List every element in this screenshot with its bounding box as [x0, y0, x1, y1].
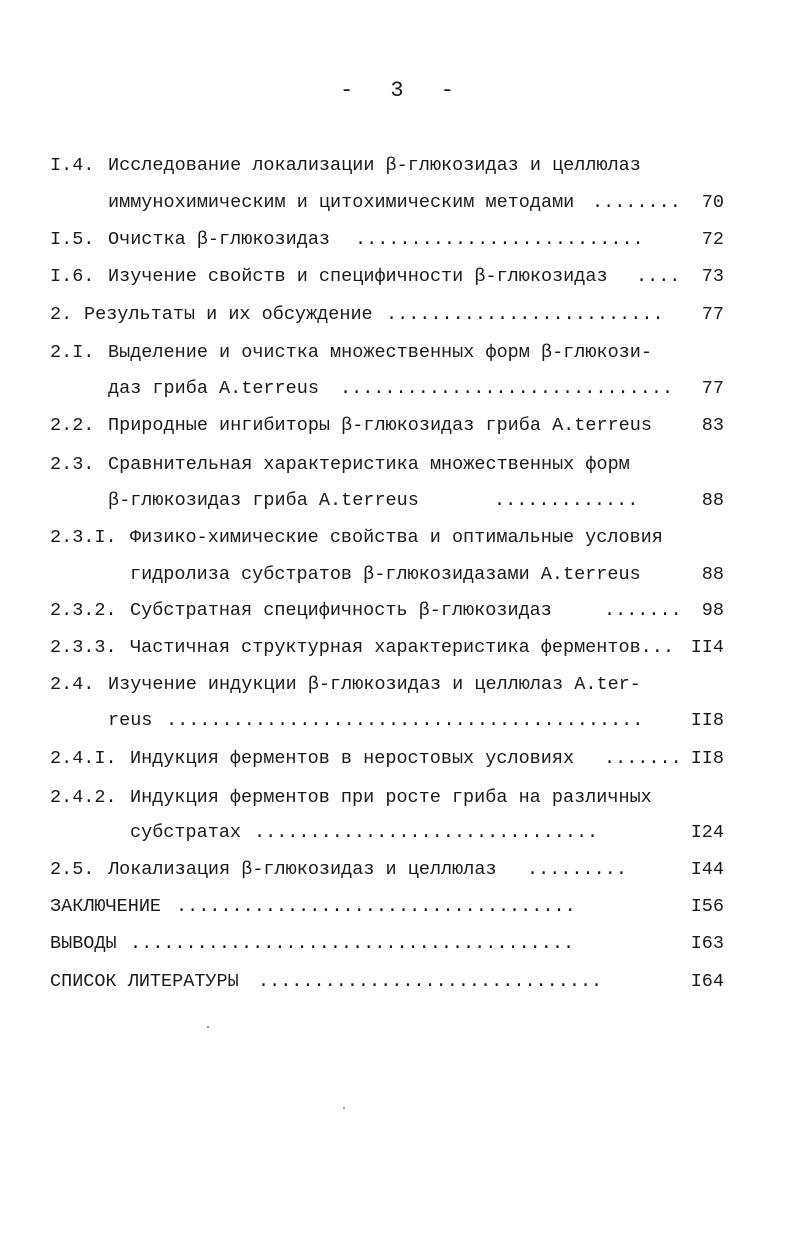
- toc-entry-title: Частичная структурная характеристика ферментов...: [130, 637, 674, 658]
- toc-entry-number: 2.2.: [50, 415, 95, 436]
- toc-entry-findings[interactable]: [0, 929, 794, 959]
- toc-page-number: 83: [701, 415, 724, 436]
- toc-entry-title: иммунохимическим и цитохимическим методами: [108, 192, 575, 213]
- page-number-dash-right: -: [440, 78, 454, 103]
- toc-entry-title: ЗАКЛЮЧЕНИЕ: [50, 896, 162, 917]
- toc-entry-title: Результаты и их обсуждение: [84, 304, 373, 325]
- toc-entry-2-5[interactable]: [0, 855, 794, 885]
- toc-entry-title: Индукция ферментов при росте гриба на различных: [130, 787, 652, 808]
- toc-page-number: 98: [701, 600, 724, 621]
- toc-entry-1-4[interactable]: [0, 151, 794, 181]
- toc-entry-2-3-1[interactable]: [0, 523, 794, 553]
- toc-leader-dots: ...............................: [254, 822, 599, 843]
- toc-entry-2-4-1[interactable]: [0, 744, 794, 774]
- toc-page-number: I24: [690, 822, 724, 843]
- toc-entry-title: Природные ингибиторы β-глюкозидаз гриба A.terreus: [108, 415, 652, 436]
- toc-page-number: II8: [690, 710, 724, 731]
- toc-entry-2-4-2[interactable]: [0, 783, 794, 813]
- page-number: 3: [390, 78, 404, 103]
- toc-entry-title: гидролиза субстратов β-глюкозидазами A.terreus: [130, 564, 641, 585]
- toc-entry-number: I.6.: [50, 266, 95, 287]
- toc-leader-dots: ..............................: [340, 378, 674, 399]
- toc-entry-number: 2.3.2.: [50, 600, 117, 621]
- toc-entry-title: Исследование локализации β-глюкозидаз и целлюлаз: [108, 155, 641, 176]
- toc-entry-number: 2.4.: [50, 674, 95, 695]
- toc-entry-number: 2.3.3.: [50, 637, 117, 658]
- toc-leader-dots: .......: [604, 600, 682, 621]
- toc-entry-title: СПИСОК ЛИТЕРАТУРЫ: [50, 971, 239, 992]
- toc-entry-title: ВЫВОДЫ: [50, 933, 117, 954]
- toc-entry-2-3-3[interactable]: [0, 633, 794, 663]
- toc-entry-title: Изучение индукции β-глюкозидаз и целлюлаз A.ter-: [108, 674, 641, 695]
- toc-entry-conclusion[interactable]: [0, 892, 794, 922]
- toc-entry-2-1[interactable]: [0, 338, 794, 368]
- toc-page-number: I63: [690, 933, 724, 954]
- toc-entry-title: β-глюкозидаз гриба A.terreus: [108, 490, 419, 511]
- toc-leader-dots: ........: [592, 192, 681, 213]
- toc-leader-dots: ....: [636, 266, 681, 287]
- toc-leader-dots: .........: [527, 859, 627, 880]
- toc-entry-2-3-continued[interactable]: [0, 486, 794, 516]
- toc-leader-dots: ...........................................: [166, 710, 644, 731]
- toc-entry-number: 2.I.: [50, 342, 95, 363]
- toc-entry-references[interactable]: [0, 967, 794, 997]
- toc-entry-2-3-1-continued[interactable]: [0, 560, 794, 590]
- toc-page-number: 72: [701, 229, 724, 250]
- page-number-dash-left: -: [339, 78, 354, 103]
- toc-entry-title: Физико-химические свойства и оптимальные условия: [130, 527, 663, 548]
- toc-entry-2-2[interactable]: [0, 411, 794, 441]
- toc-entry-title: субстратах: [130, 822, 242, 843]
- toc-entry-title: Индукция ферментов в неростовых условиях: [130, 748, 575, 769]
- toc-entry-2-4-2-continued[interactable]: [0, 818, 794, 848]
- toc-entry-number: I.5.: [50, 229, 95, 250]
- toc-entry-number: 2.: [50, 304, 73, 325]
- toc-entry-title: Выделение и очистка множественных форм β-глюкози-: [108, 342, 652, 363]
- toc-leader-dots: ....................................: [176, 896, 576, 917]
- toc-page-number: II8: [690, 748, 724, 769]
- toc-entry-2-4[interactable]: [0, 670, 794, 700]
- toc-entry-title: Сравнительная характеристика множественных форм: [108, 454, 630, 475]
- toc-entry-title: Изучение свойств и специфичности β-глюкозидаз: [108, 266, 608, 287]
- toc-entry-title: reus: [108, 710, 153, 731]
- toc-page-number: I64: [690, 971, 724, 992]
- toc-leader-dots: ...............................: [258, 971, 603, 992]
- toc-entry-1-6[interactable]: [0, 262, 794, 292]
- toc-page-number: II4: [690, 637, 724, 658]
- toc-entry-1-5[interactable]: [0, 225, 794, 255]
- toc-entry-2[interactable]: [0, 300, 794, 330]
- toc-entry-number: I.4.: [50, 155, 95, 176]
- toc-page-number: 88: [701, 564, 724, 585]
- toc-entry-2-3-2[interactable]: [0, 596, 794, 626]
- toc-page-number: 70: [701, 192, 724, 213]
- toc-leader-dots: ..........................: [355, 229, 644, 250]
- toc-entry-2-4-continued[interactable]: [0, 706, 794, 736]
- scan-speck: [343, 1107, 345, 1109]
- toc-page-number: 88: [701, 490, 724, 511]
- toc-entry-number: 2.5.: [50, 859, 95, 880]
- toc-entry-number: 2.4.I.: [50, 748, 117, 769]
- toc-leader-dots: .......: [604, 748, 682, 769]
- toc-entry-2-3[interactable]: [0, 450, 794, 480]
- toc-leader-dots: .........................: [386, 304, 664, 325]
- toc-page-number: 77: [701, 304, 724, 325]
- toc-entry-number: 2.3.: [50, 454, 95, 475]
- scan-speck: [207, 1026, 209, 1028]
- toc-entry-title: даз гриба A.terreus: [108, 378, 319, 399]
- toc-leader-dots: ........................................: [130, 933, 575, 954]
- toc-entry-title: Локализация β-глюкозидаз и целлюлаз: [108, 859, 497, 880]
- toc-entry-title: Очистка β-глюкозидаз: [108, 229, 331, 250]
- toc-entry-title: Субстратная специфичность β-глюкозидаз: [130, 600, 552, 621]
- toc-entry-number: 2.3.I.: [50, 527, 117, 548]
- toc-entry-number: 2.4.2.: [50, 787, 117, 808]
- toc-entry-2-1-continued[interactable]: [0, 374, 794, 404]
- toc-page-number: 73: [701, 266, 724, 287]
- toc-page-number: 77: [701, 378, 724, 399]
- toc-entry-1-4-continued[interactable]: [0, 188, 794, 218]
- toc-page-number: I56: [690, 896, 724, 917]
- toc-leader-dots: .............: [494, 490, 639, 511]
- toc-page-number: I44: [690, 859, 724, 880]
